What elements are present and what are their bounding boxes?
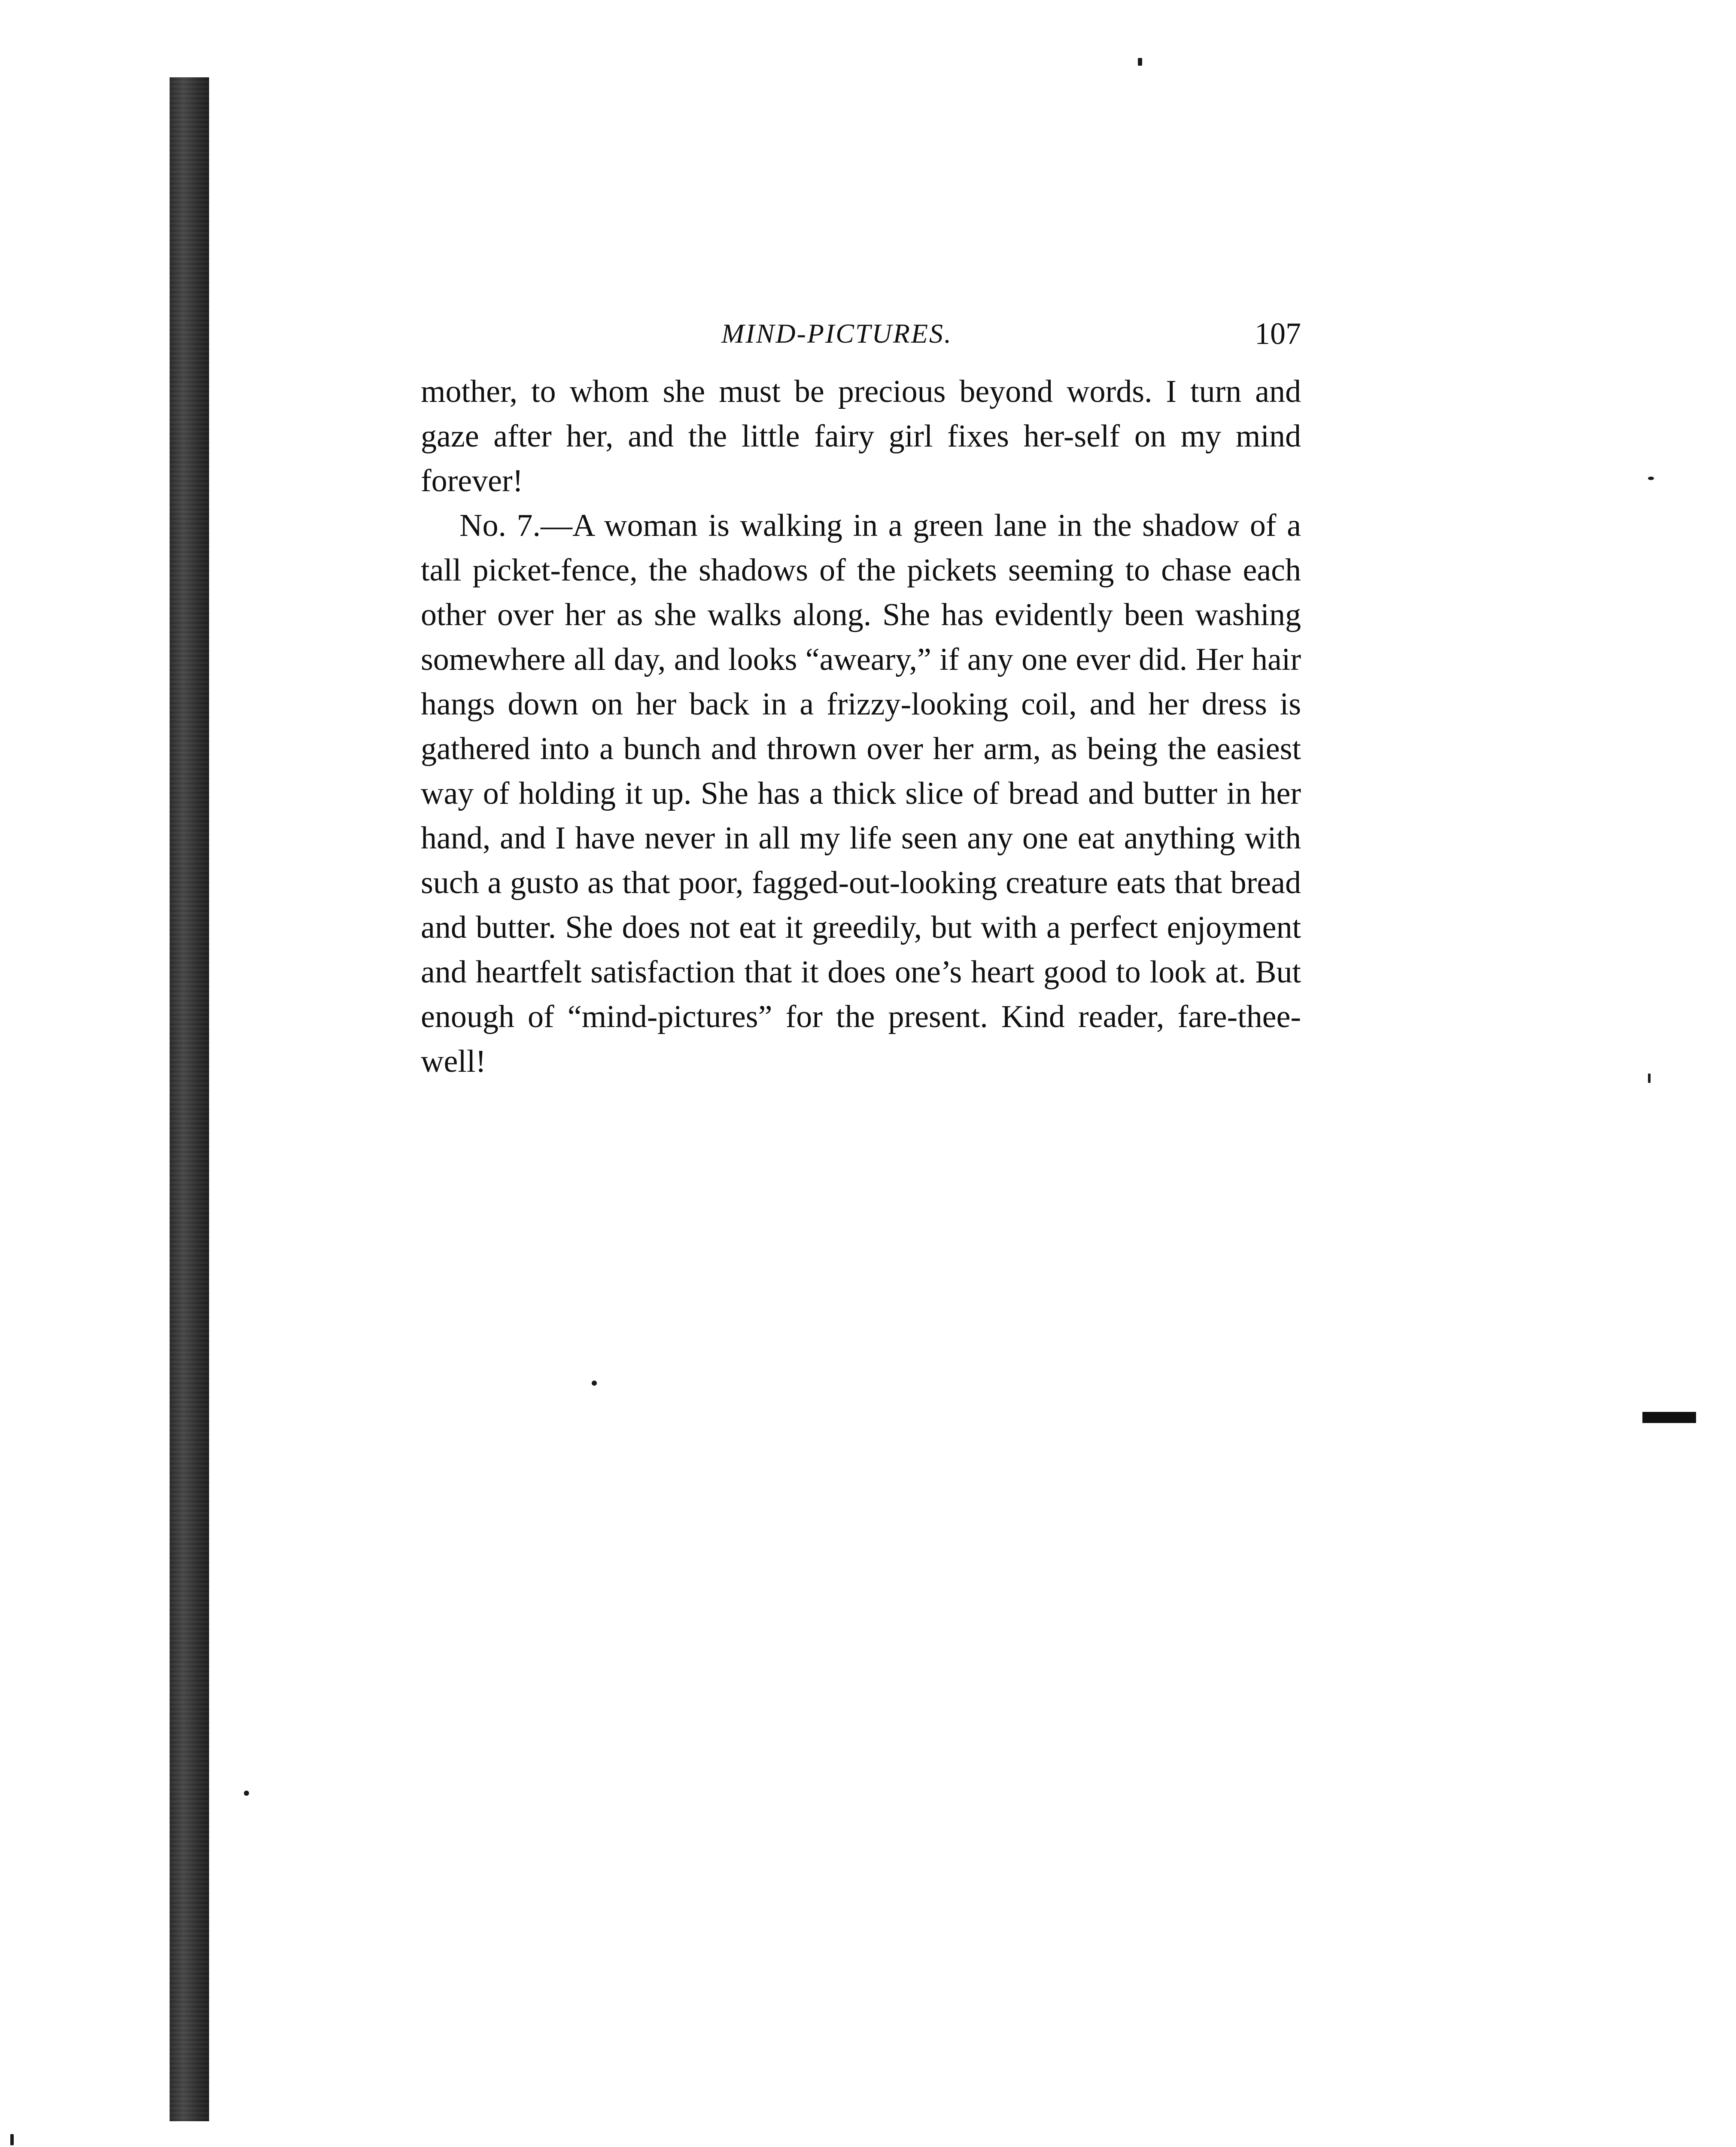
binding-shadow xyxy=(170,77,209,2121)
running-title: MIND-PICTURES. xyxy=(721,318,952,349)
ink-speck xyxy=(1138,58,1142,66)
book-page xyxy=(421,318,1301,1084)
ink-speck xyxy=(1648,1074,1651,1083)
ink-speck xyxy=(1648,477,1654,480)
paragraph: mother, to whom she must be precious beyond words. I turn and gaze after her, and the little fairy girl fixes her-self on my mind forever! xyxy=(421,374,1301,499)
ink-speck xyxy=(592,1381,597,1386)
edge-mark xyxy=(1642,1412,1696,1423)
body-text xyxy=(421,369,1301,1084)
ink-speck xyxy=(10,2134,14,2145)
ink-speck xyxy=(244,1791,249,1796)
page-number: 107 xyxy=(1255,316,1301,351)
running-head xyxy=(421,318,1301,369)
paragraph: No. 7.—A woman is walking in a green lane in the shadow of a tall picket-fence, the shadows of the pickets seeming to chase each other over her as she walks along. She has evidently been washing somewhere all day, and looks “aweary,” if any one ever did. Her hair hangs down on her back in a frizzy-looking coil, and her dress is gathered into a bunch and thrown over her arm, as being the easiest way of holding it up. She has a thick slice of bread and butter in her hand, and I have never in all my life seen any one eat anything with such a gusto as that poor, fagged-out-looking creature eats that bread and butter. She does not eat it greedily, but with a perfect enjoyment and heartfelt satisfaction that it does one’s heart good to look at. But enough of “mind-pictures” for the present. Kind reader, fare-thee-well! xyxy=(421,508,1301,1079)
